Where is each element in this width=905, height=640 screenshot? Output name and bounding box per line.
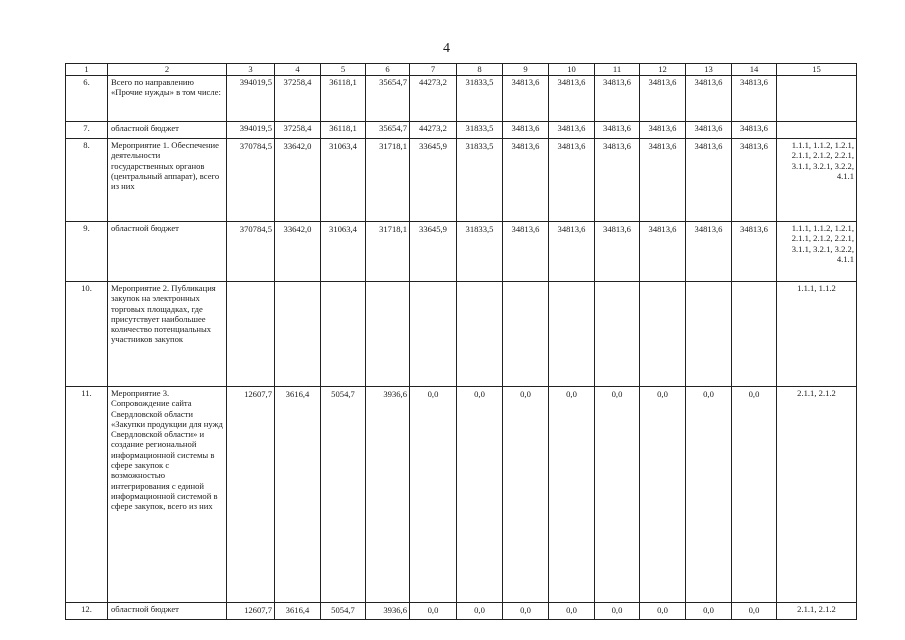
value-cell-col-12: 0,0 — [640, 603, 686, 620]
value-cell-col-3: 370784,5 — [227, 139, 275, 222]
value-cell-col-4: 33642,0 — [275, 222, 321, 282]
value-cell-col-10: 34813,6 — [549, 222, 595, 282]
page-number: 4 — [443, 41, 450, 56]
value-cell-col-11: 34813,6 — [595, 139, 640, 222]
header-cell: 12 — [640, 64, 686, 76]
value-cell-col-10 — [549, 282, 595, 387]
value-cell-col-5: 36118,1 — [321, 122, 366, 139]
value-cell-col-10: 34813,6 — [549, 122, 595, 139]
value-cell-col-11: 34813,6 — [595, 122, 640, 139]
value-cell-col-14: 34813,6 — [732, 139, 777, 222]
value-cell-col-13: 34813,6 — [686, 222, 732, 282]
row-number-cell: 11. — [66, 387, 108, 603]
value-cell-col-9: 0,0 — [503, 603, 549, 620]
header-cell: 1 — [66, 64, 108, 76]
value-cell-col-13: 34813,6 — [686, 122, 732, 139]
value-cell-col-3 — [227, 282, 275, 387]
value-cell-col-5: 36118,1 — [321, 76, 366, 122]
table-row — [66, 139, 857, 222]
row-name-cell: областной бюджет — [108, 122, 227, 139]
value-cell-col-8: 31833,5 — [457, 122, 503, 139]
value-cell-col-8: 31833,5 — [457, 222, 503, 282]
target-ref-cell: 2.1.1, 2.1.2 — [777, 387, 857, 603]
value-cell-col-4: 37258,4 — [275, 122, 321, 139]
header-cell: 13 — [686, 64, 732, 76]
target-ref-cell: 2.1.1, 2.1.2 — [777, 603, 857, 620]
value-cell-col-11: 34813,6 — [595, 222, 640, 282]
table-row — [66, 387, 857, 603]
table-row — [66, 122, 857, 139]
row-number-cell: 7. — [66, 122, 108, 139]
value-cell-col-11 — [595, 282, 640, 387]
value-cell-col-5 — [321, 282, 366, 387]
value-cell-col-9: 34813,6 — [503, 76, 549, 122]
value-cell-col-5: 31063,4 — [321, 139, 366, 222]
value-cell-col-7: 33645,9 — [410, 139, 457, 222]
value-cell-col-9 — [503, 282, 549, 387]
row-name-cell: областной бюджет — [108, 222, 227, 282]
value-cell-col-10: 34813,6 — [549, 139, 595, 222]
value-cell-col-6: 35654,7 — [366, 76, 410, 122]
value-cell-col-7: 44273,2 — [410, 76, 457, 122]
target-ref-cell: 1.1.1, 1.1.2 — [777, 282, 857, 387]
header-cell: 9 — [503, 64, 549, 76]
row-number-cell: 10. — [66, 282, 108, 387]
row-name-cell: Мероприятие 3. Сопровождение сайта Свердловской области «Закупки продукции для нужд Свердловской области» и создание региональной информационной системы в сфере закупок с возможностью интегрирования с единой информационной системой в сфере закупок, всего из них — [108, 387, 227, 603]
value-cell-col-14: 0,0 — [732, 603, 777, 620]
table-header-row — [66, 64, 857, 76]
value-cell-col-6 — [366, 282, 410, 387]
value-cell-col-6: 3936,6 — [366, 387, 410, 603]
value-cell-col-5: 31063,4 — [321, 222, 366, 282]
header-cell: 6 — [366, 64, 410, 76]
value-cell-col-4: 37258,4 — [275, 76, 321, 122]
value-cell-col-6: 3936,6 — [366, 603, 410, 620]
value-cell-col-13: 34813,6 — [686, 76, 732, 122]
value-cell-col-10: 0,0 — [549, 603, 595, 620]
value-cell-col-12 — [640, 282, 686, 387]
value-cell-col-4: 3616,4 — [275, 387, 321, 603]
value-cell-col-14: 34813,6 — [732, 76, 777, 122]
value-cell-col-12: 34813,6 — [640, 122, 686, 139]
value-cell-col-9: 34813,6 — [503, 122, 549, 139]
value-cell-col-7: 33645,9 — [410, 222, 457, 282]
value-cell-col-11: 0,0 — [595, 603, 640, 620]
table-row — [66, 282, 857, 387]
row-name-cell: Всего по направлению «Прочие нужды» в том числе: — [108, 76, 227, 122]
header-cell: 15 — [777, 64, 857, 76]
value-cell-col-12: 34813,6 — [640, 76, 686, 122]
value-cell-col-6: 31718,1 — [366, 222, 410, 282]
header-cell: 4 — [275, 64, 321, 76]
value-cell-col-11: 0,0 — [595, 387, 640, 603]
value-cell-col-7: 0,0 — [410, 387, 457, 603]
value-cell-col-5: 5054,7 — [321, 387, 366, 603]
table-row — [66, 603, 857, 620]
value-cell-col-8: 0,0 — [457, 387, 503, 603]
value-cell-col-14: 34813,6 — [732, 122, 777, 139]
value-cell-col-4: 3616,4 — [275, 603, 321, 620]
value-cell-col-4 — [275, 282, 321, 387]
header-cell: 10 — [549, 64, 595, 76]
header-cell: 11 — [595, 64, 640, 76]
header-cell: 7 — [410, 64, 457, 76]
value-cell-col-4: 33642,0 — [275, 139, 321, 222]
value-cell-col-7 — [410, 282, 457, 387]
row-number-cell: 9. — [66, 222, 108, 282]
row-number-cell: 6. — [66, 76, 108, 122]
value-cell-col-12: 34813,6 — [640, 139, 686, 222]
row-number-cell: 8. — [66, 139, 108, 222]
header-cell: 14 — [732, 64, 777, 76]
value-cell-col-3: 394019,5 — [227, 122, 275, 139]
value-cell-col-7: 0,0 — [410, 603, 457, 620]
value-cell-col-13 — [686, 282, 732, 387]
budget-table — [65, 63, 857, 620]
value-cell-col-11: 34813,6 — [595, 76, 640, 122]
value-cell-col-10: 34813,6 — [549, 76, 595, 122]
header-cell: 3 — [227, 64, 275, 76]
value-cell-col-14: 0,0 — [732, 387, 777, 603]
row-number-cell: 12. — [66, 603, 108, 620]
value-cell-col-9: 0,0 — [503, 387, 549, 603]
value-cell-col-6: 35654,7 — [366, 122, 410, 139]
target-ref-cell — [777, 122, 857, 139]
header-cell: 8 — [457, 64, 503, 76]
value-cell-col-13: 0,0 — [686, 387, 732, 603]
value-cell-col-8: 31833,5 — [457, 139, 503, 222]
value-cell-col-14: 34813,6 — [732, 222, 777, 282]
value-cell-col-8: 31833,5 — [457, 76, 503, 122]
value-cell-col-3: 370784,5 — [227, 222, 275, 282]
value-cell-col-9: 34813,6 — [503, 222, 549, 282]
value-cell-col-8 — [457, 282, 503, 387]
table-row — [66, 222, 857, 282]
value-cell-col-12: 0,0 — [640, 387, 686, 603]
value-cell-col-6: 31718,1 — [366, 139, 410, 222]
target-ref-cell: 1.1.1, 1.1.2, 1.2.1, 2.1.1, 2.1.2, 2.2.1, 3.1.1, 3.2.1, 3.2.2, 4.1.1 — [777, 222, 857, 282]
row-name-cell: Мероприятие 1. Обеспечение деятельности государственных органов (центральный аппарат), всего из них — [108, 139, 227, 222]
value-cell-col-3: 12607,7 — [227, 603, 275, 620]
value-cell-col-3: 394019,5 — [227, 76, 275, 122]
value-cell-col-8: 0,0 — [457, 603, 503, 620]
row-name-cell: Мероприятие 2. Публикация закупок на электронных торговых площадках, где присутствует наибольшее количество потенциальных участников закупок — [108, 282, 227, 387]
table-row — [66, 76, 857, 122]
value-cell-col-3: 12607,7 — [227, 387, 275, 603]
header-cell: 5 — [321, 64, 366, 76]
row-name-cell: областной бюджет — [108, 603, 227, 620]
value-cell-col-5: 5054,7 — [321, 603, 366, 620]
value-cell-col-13: 0,0 — [686, 603, 732, 620]
target-ref-cell: 1.1.1, 1.1.2, 1.2.1, 2.1.1, 2.1.2, 2.2.1, 3.1.1, 3.2.1, 3.2.2, 4.1.1 — [777, 139, 857, 222]
target-ref-cell — [777, 76, 857, 122]
value-cell-col-13: 34813,6 — [686, 139, 732, 222]
header-cell: 2 — [108, 64, 227, 76]
value-cell-col-10: 0,0 — [549, 387, 595, 603]
value-cell-col-7: 44273,2 — [410, 122, 457, 139]
value-cell-col-9: 34813,6 — [503, 139, 549, 222]
value-cell-col-14 — [732, 282, 777, 387]
value-cell-col-12: 34813,6 — [640, 222, 686, 282]
